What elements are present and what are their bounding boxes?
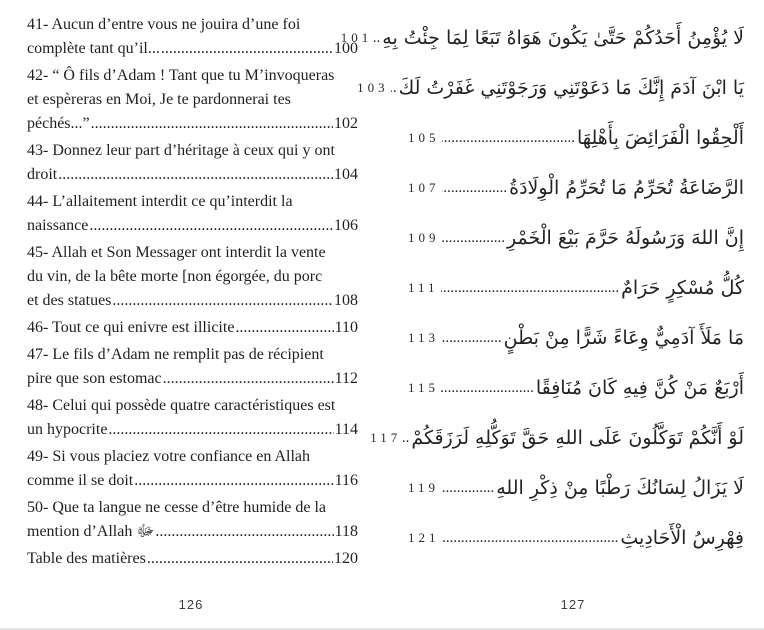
- toc-entry-text-line: 43- Donnez leur part d’héritage à ceux qui y ont: [27, 142, 335, 159]
- toc-entry-text: droit: [27, 166, 58, 183]
- dot-leader: [374, 30, 380, 47]
- dot-leader: [441, 280, 620, 297]
- page-ref: 116: [334, 472, 358, 489]
- toc-entry-last-line: [27, 163, 358, 187]
- toc-entry-text-line: du vin, de la bête morte [non égorgée, du porc: [27, 268, 323, 285]
- toc-entry-text: comme il se doit: [27, 472, 134, 489]
- toc-entry: [27, 64, 358, 136]
- page-ref: 115: [408, 380, 440, 395]
- toc-entry-text-line: 45- Allah et Son Messager ont interdit la vente: [27, 244, 326, 261]
- toc-entry-text: un hypocrite: [27, 421, 108, 438]
- toc-entry: [27, 445, 358, 493]
- toc-entry-arabic: [408, 313, 744, 363]
- toc-entry-last-line: [27, 418, 358, 442]
- page-ref: 110: [334, 319, 358, 336]
- arabic-text: مَا مَلَأَ آدَمِيٌّ وِعَاءً شَرًّا مِنْ بَطْنٍ: [503, 327, 744, 349]
- toc-entry-last-line: [27, 37, 358, 61]
- toc-entry-arabic: [408, 163, 744, 213]
- toc-entry-arabic: [408, 513, 744, 563]
- arabic-text: فِهْرِسُ الْأَحَادِيثِ: [620, 527, 744, 549]
- toc-entry: [27, 496, 358, 544]
- page-ref: 108: [334, 292, 358, 309]
- toc-entry-arabic: [357, 63, 744, 113]
- page-ref: 107: [408, 180, 440, 195]
- toc-entry-arabic: [408, 263, 744, 313]
- page-ref: 106: [334, 217, 358, 234]
- page-ref: 112: [334, 370, 358, 387]
- dot-leader: [441, 330, 502, 347]
- page-ref: 119: [408, 480, 440, 495]
- dot-leader: [235, 316, 333, 340]
- dot-leader: [58, 163, 333, 187]
- toc-entry-text-line: 49- Si vous placiez votre confiance en Allah: [27, 448, 311, 465]
- page-ref: 109: [408, 230, 440, 245]
- toc-entry-text: Table des matières: [27, 550, 146, 567]
- toc-entry-arabic: [370, 413, 744, 463]
- toc-entry-text-line: 41- Aucun d’entre vous ne jouira d’une foi: [27, 16, 301, 33]
- toc-entry-text: péchés...”: [27, 115, 90, 132]
- toc-entry-last-line: [27, 547, 358, 571]
- toc-entry: [27, 241, 358, 313]
- dot-leader: [442, 530, 619, 547]
- toc-entry-last-line: [27, 289, 358, 313]
- arabic-text: لَا يَزَالُ لِسَانُكَ رَطْبًا مِنْ ذِكْرِ اللهِ: [496, 477, 744, 499]
- toc-entry-arabic: [408, 463, 744, 513]
- toc-entry-text-line: et espèreras en Moi, Je te pardonnerai tes: [27, 91, 291, 108]
- toc-entry-text: et des statues: [27, 292, 112, 309]
- toc-entry: [27, 547, 358, 571]
- page-ref: 121: [408, 530, 440, 545]
- toc-entry-text: 46- Tout ce qui enivre est illicite: [27, 319, 235, 336]
- page-ref: 105: [408, 130, 440, 145]
- toc-entry-text-line: 47- Le fils d’Adam ne remplit pas de récipient: [27, 346, 324, 363]
- page-ref: 101: [340, 30, 373, 45]
- page-ref: 114: [334, 421, 358, 438]
- toc-entry-text-line: 42- “ Ô fils d’Adam ! Tant que tu M’invoqueras: [27, 67, 335, 84]
- page-ref: 103: [357, 80, 389, 95]
- page-ref: 111: [408, 280, 439, 295]
- dot-leader: [134, 469, 333, 493]
- toc-entry-text-line: 48- Celui qui possède quatre caractéristiques est: [27, 397, 336, 414]
- toc-entry-last-line: [27, 367, 358, 391]
- toc-entry-last-line: [27, 316, 358, 340]
- toc-entry: [27, 343, 358, 391]
- dot-leader: [147, 547, 333, 571]
- arabic-text: لَوْ أَنَّكُمْ تَوَكَّلُونَ عَلَى اللهِ حَقَّ تَوَكُّلِهِ لَرَزَقَكُمْ: [411, 427, 744, 449]
- toc-entry-arabic: [408, 213, 744, 263]
- page-ref: 102: [334, 115, 358, 132]
- page-ref: 118: [334, 523, 358, 540]
- toc-entry: [27, 139, 358, 187]
- toc-entry-text: mention d’Allah ﷻ: [27, 523, 155, 540]
- dot-leader: [108, 418, 333, 442]
- dot-leader: [442, 230, 506, 247]
- dot-leader: [112, 289, 333, 313]
- left-page: [0, 0, 382, 628]
- dot-leader: [161, 37, 333, 61]
- page-number-right: 127: [560, 597, 586, 612]
- dot-leader: [442, 180, 508, 197]
- page-ref: 117: [370, 430, 402, 445]
- page-ref: 100: [334, 40, 358, 57]
- dot-leader: [163, 367, 334, 391]
- toc-entry: [27, 13, 358, 61]
- dot-leader: [441, 480, 494, 497]
- arabic-text: كُلُّ مُسْكِرٍ حَرَامٌ: [621, 277, 744, 299]
- toc-entry-last-line: [27, 469, 358, 493]
- dot-leader: [441, 380, 534, 397]
- dot-leader: [391, 80, 397, 97]
- toc-entry-text: complète tant qu’il...: [27, 40, 160, 57]
- page-ref: 113: [408, 330, 440, 345]
- arabic-text: أَلْحِقُوا الْفَرَائِضَ بِأَهْلِهَا: [576, 127, 744, 149]
- dot-leader: [403, 430, 409, 447]
- page-ref: 104: [334, 166, 358, 183]
- toc-entry-arabic: [408, 113, 744, 163]
- arabic-text: لَا يُؤْمِنُ أَحَدُكُمْ حَتَّىٰ يَكُونَ هَوَاهُ تَبَعًا لِمَا جِئْتُ بِهِ: [382, 27, 744, 49]
- dot-leader: [91, 112, 333, 136]
- arabic-text: أَرْبَعٌ مَنْ كُنَّ فِيهِ كَانَ مُنَافِقًا: [535, 377, 744, 399]
- toc-entry-text: pire que son estomac: [27, 370, 162, 387]
- toc-entry-last-line: [27, 112, 358, 136]
- french-toc-list: [27, 13, 358, 571]
- toc-entry-text-line: 44- L’allaitement interdit ce qu’interdit la: [27, 193, 293, 210]
- dot-leader: [89, 214, 333, 238]
- arabic-text: يَا ابْنَ آدَمَ إِنَّكَ مَا دَعَوْتَنِي وَرَجَوْتَنِي غَفَرْتُ لَكَ: [398, 77, 744, 99]
- arabic-text: إِنَّ اللهَ وَرَسُولَهُ حَرَّمَ بَيْعَ الْخَمْرِ: [507, 227, 744, 249]
- toc-entry-text-line: 50- Que ta langue ne cesse d’être humide de la: [27, 499, 326, 516]
- dot-leader: [155, 520, 333, 544]
- page-ref: 120: [334, 550, 358, 567]
- toc-entry: [27, 316, 358, 340]
- toc-entry: [27, 190, 358, 238]
- toc-entry-last-line: [27, 214, 358, 238]
- toc-entry-last-line: [27, 520, 358, 544]
- toc-entry-text: naissance: [27, 217, 89, 234]
- page-number-left: 126: [178, 597, 204, 612]
- arabic-text: الرَّضَاعَةُ تُحَرِّمُ مَا تُحَرِّمُ الْوِلَادَةُ: [509, 177, 744, 199]
- toc-entry-arabic: [408, 363, 744, 413]
- dot-leader: [442, 130, 575, 147]
- toc-entry: [27, 394, 358, 442]
